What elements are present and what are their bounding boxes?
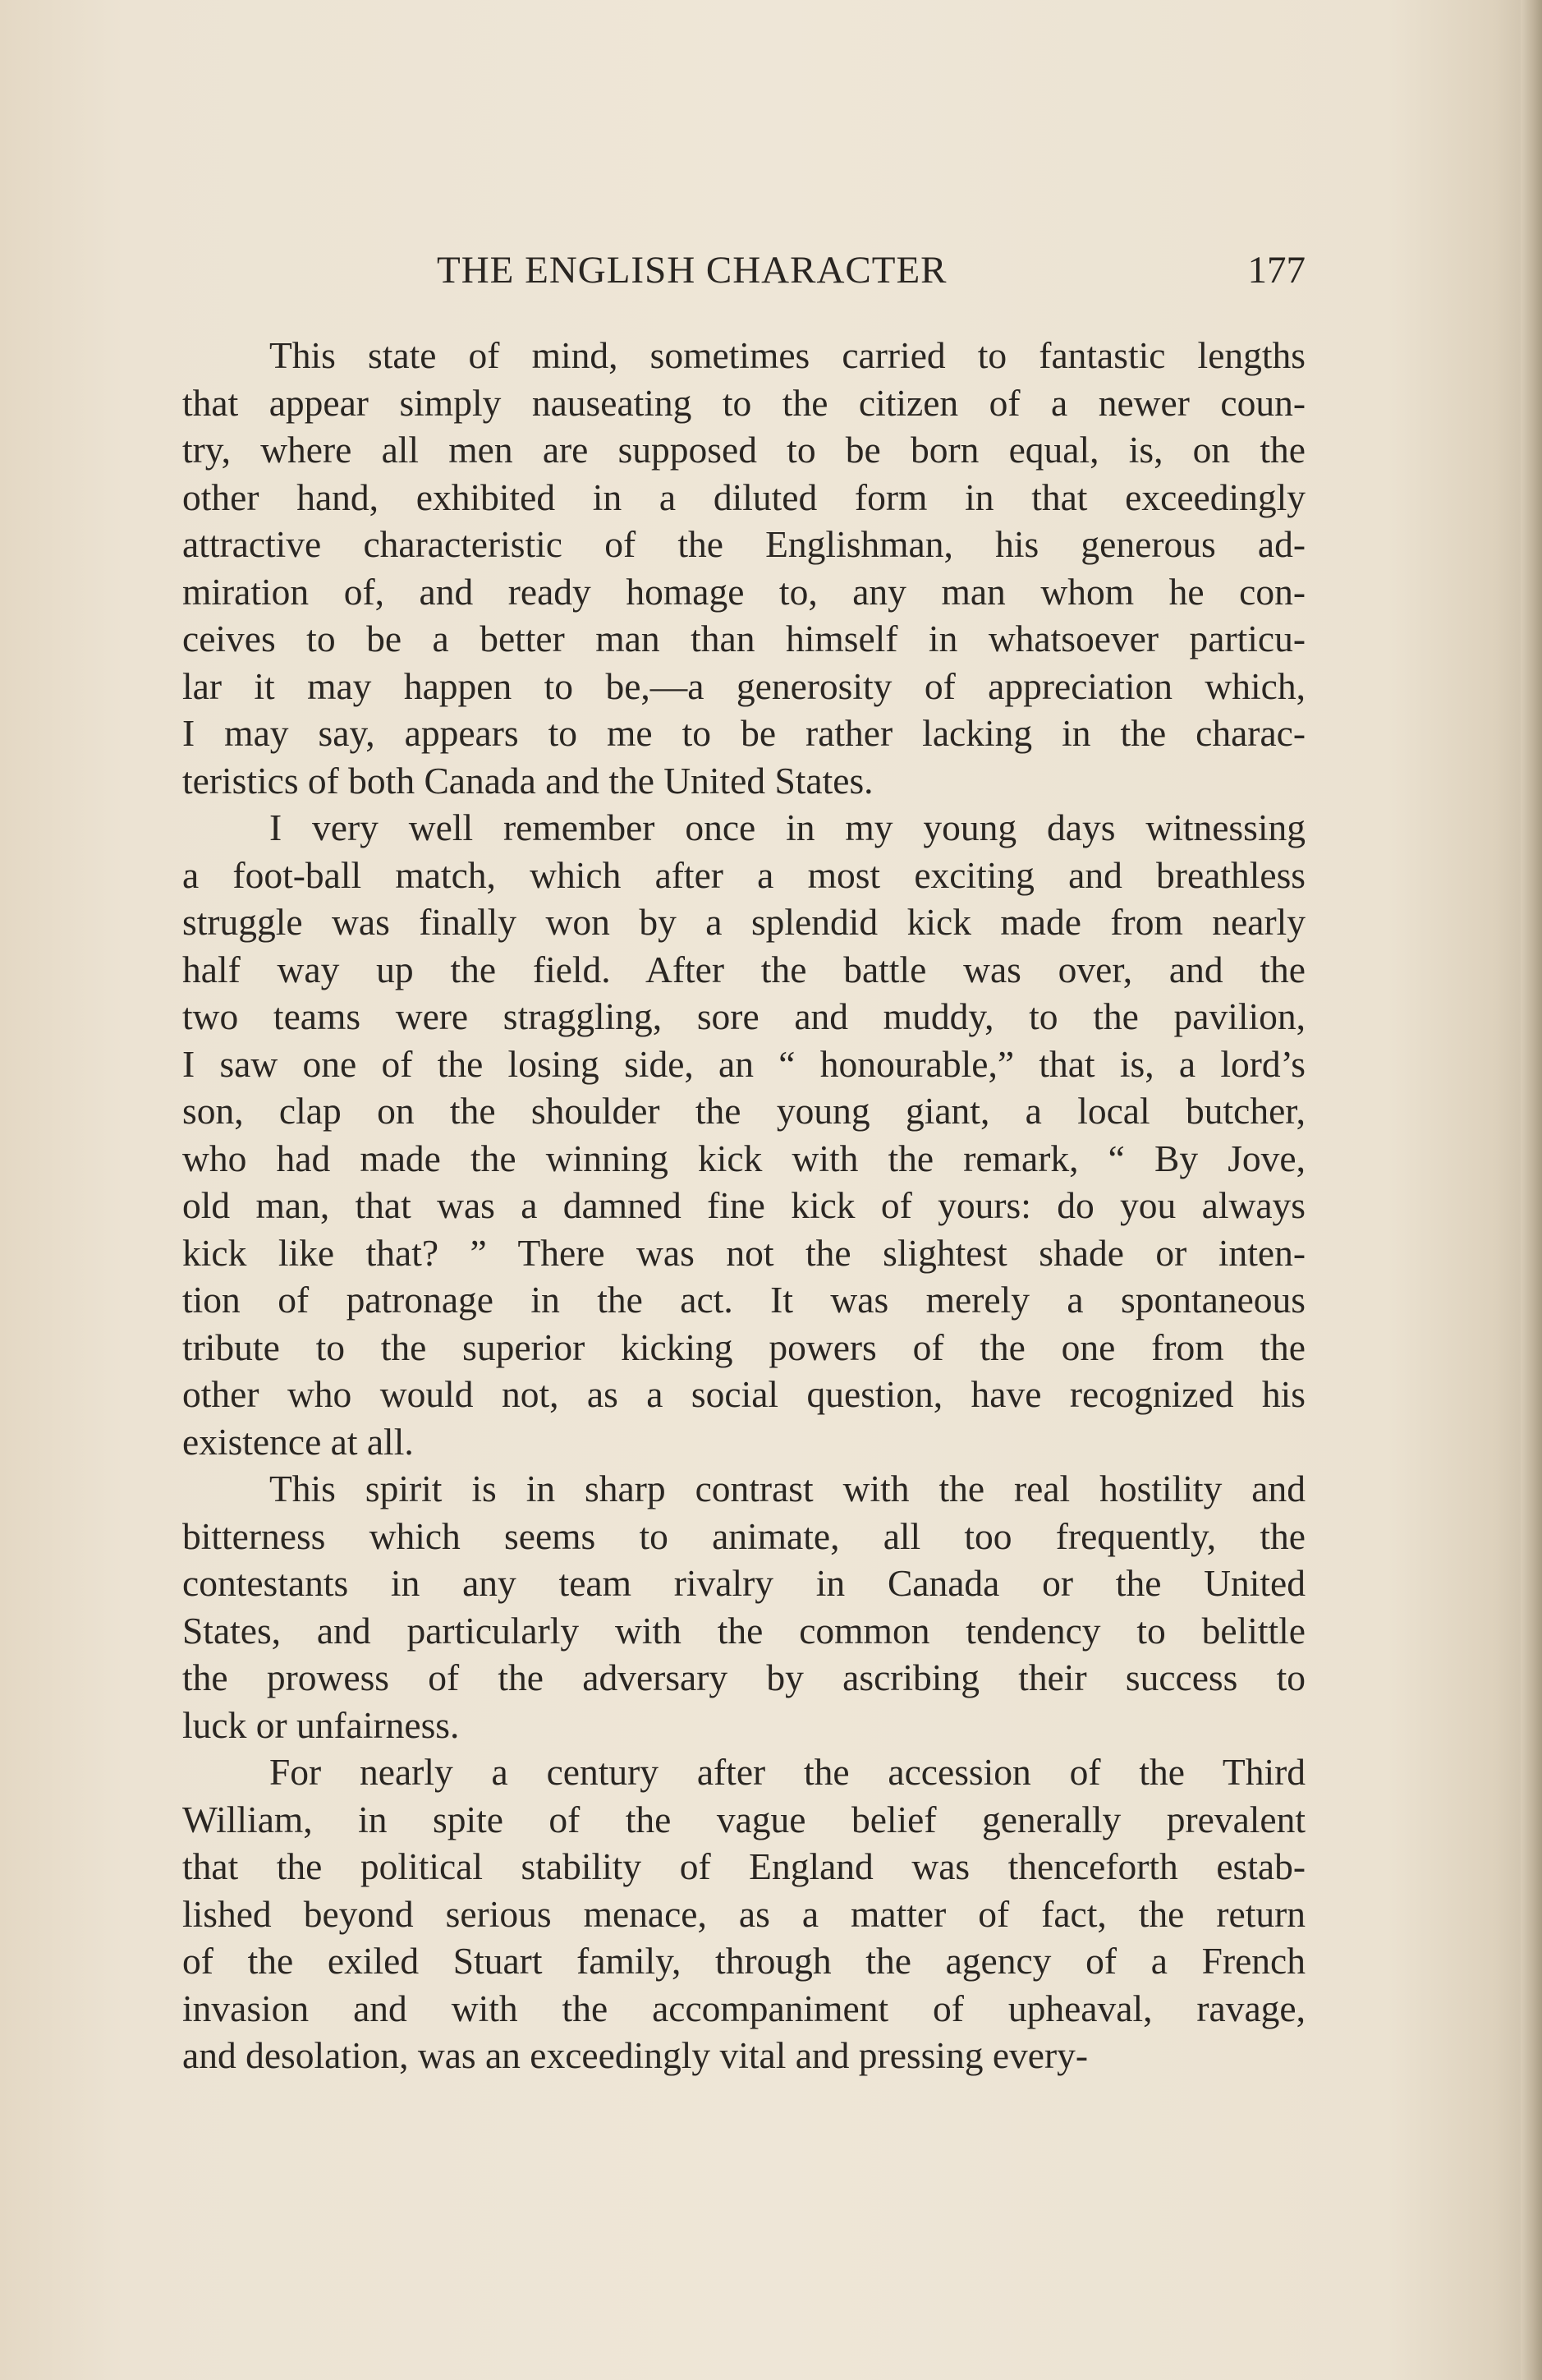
- body-text: [182, 332, 1306, 2079]
- text-line: of the exiled Stuart family, through the agency of a French: [182, 1940, 1306, 1982]
- text-line: try, where all men are supposed to be born equal, is, on the: [182, 429, 1306, 471]
- text-line: tion of patronage in the act. It was merely a spontaneous: [182, 1279, 1306, 1321]
- text-line: contestants in any team rivalry in Canada or the United: [182, 1562, 1306, 1604]
- text-line: luck or unfairness.: [182, 1703, 460, 1746]
- text-line: tribute to the superior kicking powers of the one from the: [182, 1326, 1306, 1368]
- running-head: [181, 248, 1306, 297]
- text-line: lar it may happen to be,—a generosity of appreciation which,: [182, 664, 1306, 707]
- text-line: half way up the field. After the battle was over, and the: [182, 948, 1306, 990]
- text-line: struggle was finally won by a splendid kick made from nearly: [182, 901, 1306, 943]
- text-line: other hand, exhibited in a diluted form in that exceedingly: [182, 476, 1306, 518]
- text-line: that appear simply nauseating to the citizen of a newer coun-: [182, 381, 1306, 424]
- paragraph: [182, 1465, 1306, 1748]
- text-line: kick like that? ” There was not the slightest shade or inten-: [182, 1231, 1306, 1274]
- text-line: William, in spite of the vague belief generally prevalent: [182, 1798, 1306, 1840]
- text-line: I saw one of the losing side, an “ honourable,” that is, a lord’s: [182, 1042, 1306, 1085]
- text-line: ceives to be a better man than himself in whatsoever particu-: [182, 618, 1306, 659]
- text-line: For nearly a century after the accession of the Third: [269, 1751, 1306, 1793]
- page-number: 177: [1247, 249, 1306, 292]
- running-title: THE ENGLISH CHARACTER: [437, 249, 948, 292]
- text-line: two teams were straggling, sore and muddy, to the pavilion,: [182, 995, 1306, 1037]
- text-line: old man, that was a damned fine kick of yours: do you always: [182, 1184, 1306, 1226]
- text-line: existence at all.: [182, 1420, 414, 1463]
- text-line: a foot-ball match, which after a most exciting and breathless: [182, 853, 1306, 896]
- page-edge: [1521, 0, 1542, 2380]
- text-line: who had made the winning kick with the remark, “ By Jove,: [182, 1137, 1306, 1179]
- text-line: attractive characteristic of the Englishman, his generous ad-: [182, 523, 1306, 565]
- paragraph: [182, 332, 1306, 804]
- text-line: the prowess of the adversary by ascribing their success to: [182, 1656, 1306, 1698]
- text-line: teristics of both Canada and the United States.: [182, 759, 874, 802]
- text-line: other who would not, as a social question, have recognized his: [182, 1373, 1306, 1415]
- text-line: States, and particularly with the common tendency to belittle: [182, 1609, 1306, 1652]
- text-line: son, clap on the shoulder the young giant, a local butcher,: [182, 1090, 1306, 1132]
- text-line: This spirit is in sharp contrast with the real hostility and: [269, 1468, 1306, 1509]
- text-line: that the political stability of England was thenceforth estab-: [182, 1845, 1306, 1887]
- text-line: This state of mind, sometimes carried to fantastic lengths: [269, 334, 1306, 376]
- paragraph: [182, 804, 1306, 1465]
- text-line: I may say, appears to me to be rather lacking in the charac-: [182, 712, 1306, 754]
- text-line: lished beyond serious menace, as a matter of fact, the return: [182, 1892, 1306, 1935]
- text-line: I very well remember once in my young days witnessing: [269, 806, 1306, 848]
- text-line: miration of, and ready homage to, any man whom he con-: [182, 570, 1306, 613]
- paragraph: [182, 1748, 1306, 2079]
- text-line: and desolation, was an exceedingly vital and pressing every-: [182, 2034, 1089, 2076]
- text-line: invasion and with the accompaniment of upheaval, ravage,: [182, 1987, 1306, 2029]
- text-line: bitterness which seems to animate, all too frequently, the: [182, 1514, 1306, 1557]
